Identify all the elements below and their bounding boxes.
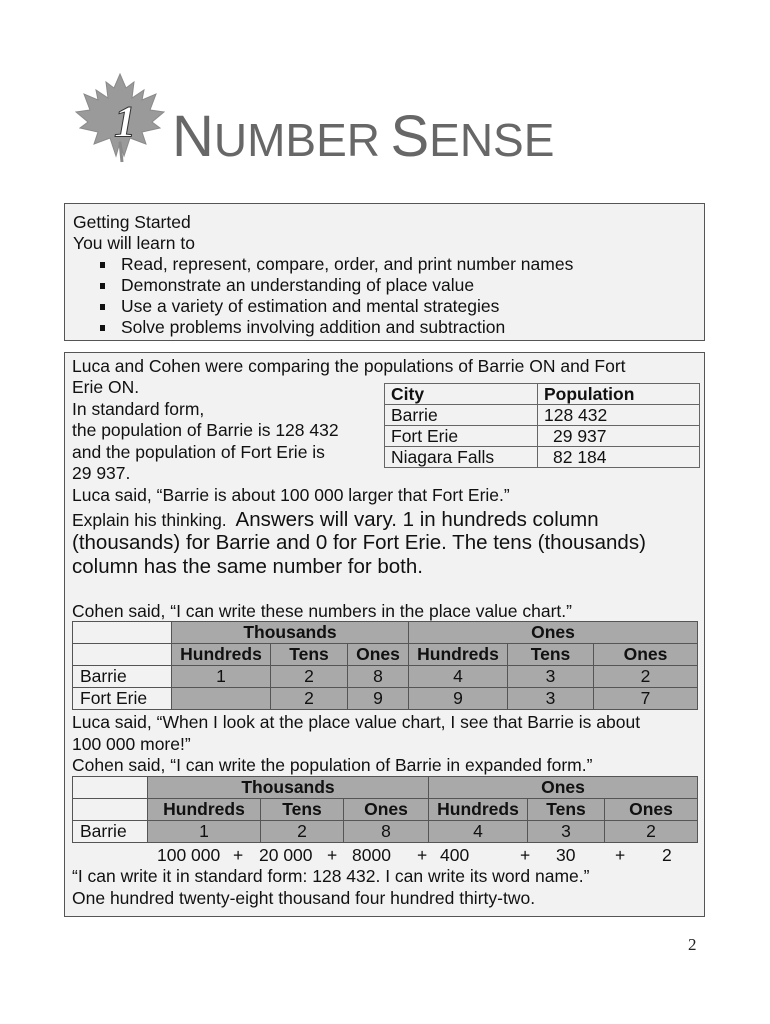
expanded-term: 20 000 — [259, 845, 313, 865]
table-row — [73, 821, 698, 843]
table-header-row — [385, 384, 700, 405]
digit-cell: 8 — [344, 821, 429, 843]
expanded-term: 2 — [662, 845, 672, 865]
word-name: One hundred twenty-eight thousand four hundred thirty-two. — [72, 888, 536, 908]
blank-cell — [73, 799, 148, 821]
digit-cell: 2 — [605, 821, 698, 843]
plus-sign: + — [417, 845, 428, 865]
column-header-row — [73, 644, 698, 666]
explain-prompt-line — [72, 508, 599, 532]
digit-cell: 9 — [409, 688, 508, 710]
column-header: Tens — [261, 799, 344, 821]
blank-cell — [73, 644, 172, 666]
getting-started-intro: You will learn to — [73, 233, 195, 253]
standard-form-quote: “I can write it in standard form: 128 432. I can write its word name.” — [72, 866, 590, 886]
digit-cell: 1 — [172, 666, 271, 688]
column-header: Hundreds — [409, 644, 508, 666]
place-value-chart-1 — [72, 621, 698, 710]
learning-goals-list — [73, 254, 704, 338]
luca-quote-2-line-2: 100 000 more!” — [72, 734, 191, 754]
column-header: Tens — [271, 644, 348, 666]
problem-intro-line-2: Erie ON. — [72, 377, 140, 397]
standard-form-line: and the population of Fort Erie is — [72, 442, 325, 462]
plus-sign: + — [520, 845, 531, 865]
chapter-title — [172, 104, 555, 169]
row-label: Barrie — [73, 666, 172, 688]
row-label: Barrie — [73, 821, 148, 843]
blank-cell — [73, 777, 148, 799]
population-cell: 128 432 — [538, 405, 700, 426]
table-row — [73, 688, 698, 710]
column-header: Hundreds — [148, 799, 261, 821]
cohen-quote-1: Cohen said, “I can write these numbers in the place value chart.” — [72, 601, 572, 621]
table-row — [73, 666, 698, 688]
column-header: Hundreds — [429, 799, 528, 821]
expanded-term: 8000 — [352, 845, 391, 865]
problem-intro-line-1: Luca and Cohen were comparing the populations of Barrie ON and Fort — [72, 356, 626, 376]
digit-cell: 4 — [409, 666, 508, 688]
group-header-ones: Ones — [409, 622, 698, 644]
standard-form-line: 29 937. — [72, 463, 131, 483]
table-row — [385, 447, 700, 468]
group-header-ones: Ones — [429, 777, 698, 799]
digit-cell: 3 — [508, 688, 594, 710]
standard-form-line: the population of Barrie is 128 432 — [72, 420, 339, 440]
digit-cell: 2 — [594, 666, 698, 688]
plus-sign: + — [615, 845, 626, 865]
luca-quote-1: Luca said, “Barrie is about 100 000 larger that Fort Erie.” — [72, 485, 510, 505]
title-word-2-rest: ENSE — [429, 114, 555, 166]
digit-cell: 2 — [271, 688, 348, 710]
group-header-row — [73, 777, 698, 799]
column-header: Tens — [508, 644, 594, 666]
column-header: Ones — [348, 644, 409, 666]
population-cell: 29 937 — [538, 426, 700, 447]
city-population-table — [384, 383, 700, 468]
expanded-term: 30 — [556, 845, 576, 865]
cohen-quote-2: Cohen said, “I can write the population of Barrie in expanded form.” — [72, 755, 593, 775]
learning-goal: Use a variety of estimation and mental strategies — [121, 296, 704, 317]
svg-text:1: 1 — [114, 97, 136, 146]
expanded-term: 100 000 — [157, 845, 221, 865]
digit-cell: 2 — [271, 666, 348, 688]
standard-form-line: In standard form, — [72, 399, 205, 419]
city-cell: Barrie — [385, 405, 538, 426]
digit-cell: 7 — [594, 688, 698, 710]
learning-goal: Demonstrate an understanding of place value — [121, 275, 704, 296]
blank-cell — [73, 622, 172, 644]
getting-started-box — [64, 203, 705, 341]
answer-text: Answers will vary. 1 in hundreds column — [235, 508, 599, 531]
digit-cell: 9 — [348, 688, 409, 710]
page-number: 2 — [688, 935, 697, 954]
column-header: Tens — [528, 799, 605, 821]
column-header: Hundreds — [172, 644, 271, 666]
column-header: Ones — [605, 799, 698, 821]
column-header-row — [73, 799, 698, 821]
getting-started-heading: Getting Started — [73, 212, 191, 232]
luca-quote-2-line-1: Luca said, “When I look at the place value chart, I see that Barrie is about — [72, 712, 641, 732]
digit-cell: 8 — [348, 666, 409, 688]
learning-goal: Solve problems involving addition and subtraction — [121, 317, 704, 338]
chapter-header — [70, 70, 630, 180]
maple-leaf-icon — [70, 70, 170, 165]
group-header-row — [73, 622, 698, 644]
digit-cell: 3 — [508, 666, 594, 688]
answer-text: column has the same number for both. — [72, 555, 423, 578]
answer-text: (thousands) for Barrie and 0 for Fort Erie. The tens (thousands) — [72, 531, 646, 554]
city-cell: Niagara Falls — [385, 447, 538, 468]
digit-cell — [172, 688, 271, 710]
column-header-city: City — [385, 384, 538, 405]
learning-goal: Read, represent, compare, order, and print number names — [121, 254, 704, 275]
expanded-term: 400 — [440, 845, 470, 865]
digit-cell: 1 — [148, 821, 261, 843]
title-initial-1: N — [172, 104, 214, 169]
explain-prompt: Explain his thinking. — [72, 510, 227, 530]
column-header-population: Population — [538, 384, 700, 405]
title-word-1-rest: UMBER — [213, 114, 381, 166]
group-header-thousands: Thousands — [172, 622, 409, 644]
problem-box — [64, 352, 705, 917]
digit-cell: 2 — [261, 821, 344, 843]
city-cell: Fort Erie — [385, 426, 538, 447]
column-header: Ones — [594, 644, 698, 666]
table-row — [385, 426, 700, 447]
column-header: Ones — [344, 799, 429, 821]
plus-sign: + — [233, 845, 244, 865]
digit-cell: 4 — [429, 821, 528, 843]
plus-sign: + — [327, 845, 338, 865]
table-row — [385, 405, 700, 426]
population-cell: 82 184 — [538, 447, 700, 468]
row-label: Fort Erie — [73, 688, 172, 710]
group-header-thousands: Thousands — [148, 777, 429, 799]
digit-cell: 3 — [528, 821, 605, 843]
place-value-chart-2 — [72, 776, 698, 843]
title-initial-2: S — [390, 104, 430, 169]
